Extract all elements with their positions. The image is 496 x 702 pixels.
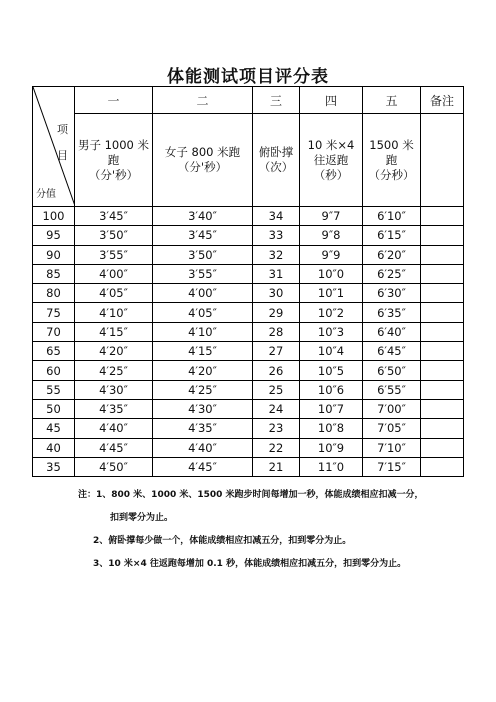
- column-remarks-header: 备注: [421, 87, 464, 114]
- event-header-men-1000m: 男子 1000 米 跑 （分'秒）: [75, 114, 153, 207]
- remarks-cell: [421, 457, 464, 476]
- score-cell: 50: [33, 399, 75, 418]
- men-1000m-time-cell: 4′00″: [75, 264, 153, 283]
- table-row: [33, 207, 464, 226]
- run-1500m-time-cell: 7′15″: [363, 457, 421, 476]
- score-cell: 55: [33, 380, 75, 399]
- column-number-2: 二: [153, 87, 253, 114]
- women-800m-time-cell: 4′30″: [153, 399, 253, 418]
- table-row: [33, 245, 464, 264]
- score-cell: 75: [33, 303, 75, 322]
- table-row: [33, 361, 464, 380]
- event-header-1500m: 1500 米 跑 （分秒）: [363, 114, 421, 207]
- remarks-cell: [421, 380, 464, 399]
- pushups-count-cell: 23: [253, 419, 300, 438]
- score-cell: 85: [33, 264, 75, 283]
- score-cell: 100: [33, 207, 75, 226]
- pushups-count-cell: 28: [253, 322, 300, 341]
- men-1000m-time-cell: 3′55″: [75, 245, 153, 264]
- score-cell: 80: [33, 284, 75, 303]
- men-1000m-time-cell: 4′40″: [75, 419, 153, 438]
- shuttle-run-time-cell: 10″8: [300, 419, 363, 438]
- table-row: [33, 419, 464, 438]
- table-row: [33, 399, 464, 418]
- event-header-women-800m: 女子 800 米跑 （分'秒）: [153, 114, 253, 207]
- women-800m-time-cell: 3′45″: [153, 226, 253, 245]
- shuttle-run-time-cell: 10″3: [300, 322, 363, 341]
- shuttle-run-time-cell: 10″0: [300, 264, 363, 283]
- column-number-3: 三: [253, 87, 300, 114]
- table-row: [33, 322, 464, 341]
- shuttle-run-time-cell: 11″0: [300, 457, 363, 476]
- pushups-count-cell: 24: [253, 399, 300, 418]
- run-1500m-time-cell: 6′40″: [363, 322, 421, 341]
- remarks-cell: [421, 399, 464, 418]
- pushups-count-cell: 22: [253, 438, 300, 457]
- corner-item-top: 项: [57, 123, 68, 136]
- women-800m-time-cell: 4′00″: [153, 284, 253, 303]
- shuttle-run-time-cell: 10″6: [300, 380, 363, 399]
- shuttle-run-time-cell: 9″9: [300, 245, 363, 264]
- shuttle-run-time-cell: 10″1: [300, 284, 363, 303]
- men-1000m-time-cell: 4′50″: [75, 457, 153, 476]
- run-1500m-time-cell: 6′30″: [363, 284, 421, 303]
- men-1000m-time-cell: 4′10″: [75, 303, 153, 322]
- page-title: 体能测试项目评分表: [167, 67, 329, 87]
- run-1500m-time-cell: 6′15″: [363, 226, 421, 245]
- run-1500m-time-cell: 6′35″: [363, 303, 421, 322]
- table-row: [33, 438, 464, 457]
- women-800m-time-cell: 4′10″: [153, 322, 253, 341]
- score-cell: 45: [33, 419, 75, 438]
- table-row: [33, 303, 464, 322]
- women-800m-time-cell: 4′20″: [153, 361, 253, 380]
- women-800m-time-cell: 4′40″: [153, 438, 253, 457]
- corner-item-bottom: 目: [57, 149, 68, 162]
- corner-header-cell: [33, 87, 75, 207]
- pushups-count-cell: 31: [253, 264, 300, 283]
- event-header-remarks: [421, 114, 464, 207]
- table-row: [33, 226, 464, 245]
- score-cell: 35: [33, 457, 75, 476]
- run-1500m-time-cell: 6′10″: [363, 207, 421, 226]
- run-1500m-time-cell: 7′10″: [363, 438, 421, 457]
- score-table: [32, 86, 464, 477]
- score-cell: 60: [33, 361, 75, 380]
- women-800m-time-cell: 3′40″: [153, 207, 253, 226]
- pushups-count-cell: 32: [253, 245, 300, 264]
- remarks-cell: [421, 438, 464, 457]
- shuttle-run-time-cell: 10″7: [300, 399, 363, 418]
- pushups-count-cell: 33: [253, 226, 300, 245]
- pushups-count-cell: 25: [253, 380, 300, 399]
- score-cell: 65: [33, 342, 75, 361]
- shuttle-run-time-cell: 10″4: [300, 342, 363, 361]
- women-800m-time-cell: 4′15″: [153, 342, 253, 361]
- shuttle-run-time-cell: 9″7: [300, 207, 363, 226]
- women-800m-time-cell: 4′45″: [153, 457, 253, 476]
- women-800m-time-cell: 4′05″: [153, 303, 253, 322]
- notes: [78, 488, 424, 580]
- run-1500m-time-cell: 7′00″: [363, 399, 421, 418]
- shuttle-run-time-cell: 10″5: [300, 361, 363, 380]
- women-800m-time-cell: 4′25″: [153, 380, 253, 399]
- run-1500m-time-cell: 6′55″: [363, 380, 421, 399]
- pushups-count-cell: 34: [253, 207, 300, 226]
- pushups-count-cell: 26: [253, 361, 300, 380]
- table-row: [33, 264, 464, 283]
- remarks-cell: [421, 226, 464, 245]
- shuttle-run-time-cell: 9″8: [300, 226, 363, 245]
- shuttle-run-time-cell: 10″2: [300, 303, 363, 322]
- score-cell: 40: [33, 438, 75, 457]
- men-1000m-time-cell: 4′25″: [75, 361, 153, 380]
- column-number-5: 五: [363, 87, 421, 114]
- men-1000m-time-cell: 4′15″: [75, 322, 153, 341]
- corner-score-label: 分值: [36, 189, 56, 200]
- note-line-4: 3、10 米×4 往返跑每增加 0.1 秒，体能成绩相应扣减五分，扣到零分为止。: [93, 559, 407, 569]
- women-800m-time-cell: 3′50″: [153, 245, 253, 264]
- pushups-count-cell: 29: [253, 303, 300, 322]
- remarks-cell: [421, 342, 464, 361]
- men-1000m-time-cell: 3′50″: [75, 226, 153, 245]
- men-1000m-time-cell: 4′20″: [75, 342, 153, 361]
- score-cell: 70: [33, 322, 75, 341]
- men-1000m-time-cell: 4′05″: [75, 284, 153, 303]
- score-cell: 90: [33, 245, 75, 264]
- pushups-count-cell: 27: [253, 342, 300, 361]
- women-800m-time-cell: 3′55″: [153, 264, 253, 283]
- header-event-row: [33, 114, 464, 207]
- shuttle-run-time-cell: 10″9: [300, 438, 363, 457]
- note-line-3: 2、俯卧撑每少做一个，体能成绩相应扣减五分，扣到零分为止。: [93, 536, 352, 546]
- remarks-cell: [421, 322, 464, 341]
- men-1000m-time-cell: 4′35″: [75, 399, 153, 418]
- run-1500m-time-cell: 6′25″: [363, 264, 421, 283]
- table-row: [33, 342, 464, 361]
- note-line-1: 注：1、800 米、1000 米、1500 米跑步时间每增加一秒，体能成绩相应扣减一分，: [78, 490, 424, 500]
- note-line-2: 扣到零分为止。: [110, 513, 174, 523]
- men-1000m-time-cell: 4′45″: [75, 438, 153, 457]
- run-1500m-time-cell: 6′20″: [363, 245, 421, 264]
- men-1000m-time-cell: 3′45″: [75, 207, 153, 226]
- remarks-cell: [421, 361, 464, 380]
- event-header-shuttle-run: 10 米×4 往返跑 （秒）: [300, 114, 363, 207]
- table-row: [33, 380, 464, 399]
- run-1500m-time-cell: 6′45″: [363, 342, 421, 361]
- column-number-1: 一: [75, 87, 153, 114]
- remarks-cell: [421, 264, 464, 283]
- pushups-count-cell: 30: [253, 284, 300, 303]
- table-row: [33, 284, 464, 303]
- header-number-row: [33, 87, 464, 114]
- event-header-pushups: 俯卧撑 （次）: [253, 114, 300, 207]
- remarks-cell: [421, 207, 464, 226]
- score-cell: 95: [33, 226, 75, 245]
- remarks-cell: [421, 303, 464, 322]
- remarks-cell: [421, 245, 464, 264]
- run-1500m-time-cell: 7′05″: [363, 419, 421, 438]
- run-1500m-time-cell: 6′50″: [363, 361, 421, 380]
- men-1000m-time-cell: 4′30″: [75, 380, 153, 399]
- column-number-4: 四: [300, 87, 363, 114]
- remarks-cell: [421, 419, 464, 438]
- pushups-count-cell: 21: [253, 457, 300, 476]
- women-800m-time-cell: 4′35″: [153, 419, 253, 438]
- remarks-cell: [421, 284, 464, 303]
- table-row: [33, 457, 464, 476]
